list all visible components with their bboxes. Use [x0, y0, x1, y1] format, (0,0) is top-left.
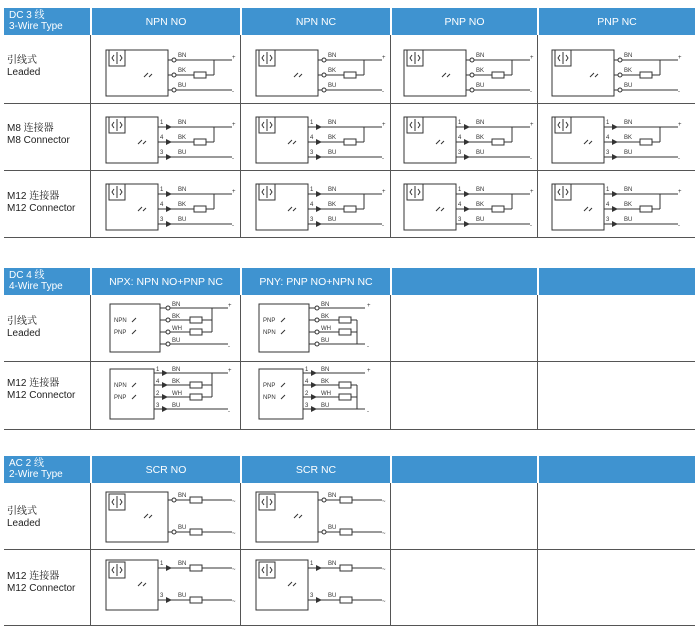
column-header: SCR NO: [145, 463, 187, 476]
column-header: [392, 456, 537, 483]
row-label-cn: 引线式: [7, 316, 37, 327]
wiring-diagram-npn-no-m8: [104, 109, 239, 174]
wiring-diagram-npx-m12: [108, 365, 240, 432]
column-header: PNP NC: [597, 15, 637, 28]
row-label-en: M12 Connector: [7, 583, 76, 594]
wiring-diagram-pny-leaded: [257, 300, 389, 365]
wiring-diagram-svg: [254, 488, 389, 548]
wiring-diagram-svg: [104, 109, 239, 169]
wiring-diagram-npn-no-leaded: [104, 42, 239, 107]
row-label-en: Leaded: [7, 518, 41, 529]
row-label: [7, 191, 75, 215]
wiring-diagram-svg: [104, 556, 239, 616]
column-header: PNY: PNP NO+NPN NC: [259, 275, 373, 288]
wiring-diagram-svg: [402, 109, 537, 169]
wiring-diagram-svg: [402, 42, 537, 102]
wiring-diagram-npn-nc-m12: [254, 176, 389, 241]
wiring-diagram-svg: [402, 176, 537, 236]
wiring-diagram-svg: [254, 176, 389, 236]
type-title-cn: DC 3 线: [9, 10, 45, 21]
wiring-diagram-svg: [104, 488, 239, 548]
row-label: [7, 123, 70, 147]
row-label-cn: 引线式: [7, 506, 37, 517]
wiring-diagram-svg: [108, 365, 240, 427]
type-title-en: 4-Wire Type: [9, 281, 63, 292]
column-header: [539, 268, 695, 295]
column-header: PNP NO: [444, 15, 485, 28]
wiring-diagram-pnp-nc-leaded: [550, 42, 685, 107]
table-header: [4, 268, 695, 295]
ac2-wiring-table: [4, 456, 695, 626]
row-label-cn: M12 连接器: [7, 191, 60, 202]
dc4-wiring-table: [4, 268, 695, 430]
wiring-diagram-pny-m12: [257, 365, 389, 432]
column-header: [392, 268, 537, 295]
wiring-diagram-svg: [257, 365, 389, 427]
type-title-cn: DC 4 线: [9, 270, 45, 281]
wiring-diagram-scr-nc-leaded: [254, 488, 389, 553]
wiring-diagram-scr-no-leaded: [104, 488, 239, 553]
wiring-diagram-npn-no-m12: [104, 176, 239, 241]
wiring-diagram-scr-nc-m12: [254, 556, 389, 621]
wiring-diagram-svg: [550, 109, 685, 169]
wiring-diagram-svg: [257, 300, 389, 360]
wiring-diagram-pnp-no-leaded: [402, 42, 537, 107]
wiring-diagram-npx-leaded: [108, 300, 240, 365]
row-label-en: M12 Connector: [7, 390, 76, 401]
column-header: NPX: NPN NO+PNP NC: [109, 275, 223, 288]
wiring-diagram-svg: [254, 556, 389, 616]
wiring-diagram-svg: [108, 300, 240, 360]
header-type-cell: [4, 268, 91, 297]
wiring-diagram-svg: [254, 42, 389, 102]
wiring-diagram-pnp-no-m8: [402, 109, 537, 174]
row-label-en: M8 Connector: [7, 135, 70, 146]
column-header: [539, 456, 695, 483]
column-header: SCR NC: [295, 463, 337, 476]
table-header: [4, 456, 695, 483]
row-label-cn: M8 连接器: [7, 123, 54, 134]
row-label: [7, 506, 40, 530]
row-label-cn: M12 连接器: [7, 571, 60, 582]
type-title-en: 2-Wire Type: [9, 469, 63, 480]
row-label: [7, 316, 40, 340]
wiring-diagram-svg: [104, 42, 239, 102]
wiring-diagram-pnp-nc-m12: [550, 176, 685, 241]
wiring-diagram-svg: [550, 176, 685, 236]
header-type-cell: [4, 456, 91, 485]
wiring-diagram-svg: [254, 109, 389, 169]
type-title-en: 3-Wire Type: [9, 21, 63, 32]
dc3-wiring-table: [4, 8, 695, 238]
wiring-diagram-pnp-nc-m8: [550, 109, 685, 174]
table-header: [4, 8, 695, 35]
row-label-en: Leaded: [7, 67, 41, 78]
wiring-diagram-pnp-no-m12: [402, 176, 537, 241]
column-header: NPN NC: [295, 15, 337, 28]
row-label-cn: 引线式: [7, 55, 37, 66]
wiring-diagram-npn-nc-m8: [254, 109, 389, 174]
row-label-en: M12 Connector: [7, 203, 76, 214]
type-title-cn: AC 2 线: [9, 458, 45, 469]
row-label: [7, 571, 75, 595]
row-label-en: Leaded: [7, 328, 41, 339]
row-label: [7, 55, 40, 79]
wiring-diagram-npn-nc-leaded: [254, 42, 389, 107]
wiring-diagram-svg: [104, 176, 239, 236]
wiring-diagram-scr-no-m12: [104, 556, 239, 621]
wiring-diagram-svg: [550, 42, 685, 102]
row-label: [7, 378, 75, 402]
column-header: NPN NO: [145, 15, 187, 28]
header-type-cell: [4, 8, 91, 37]
row-label-cn: M12 连接器: [7, 378, 60, 389]
